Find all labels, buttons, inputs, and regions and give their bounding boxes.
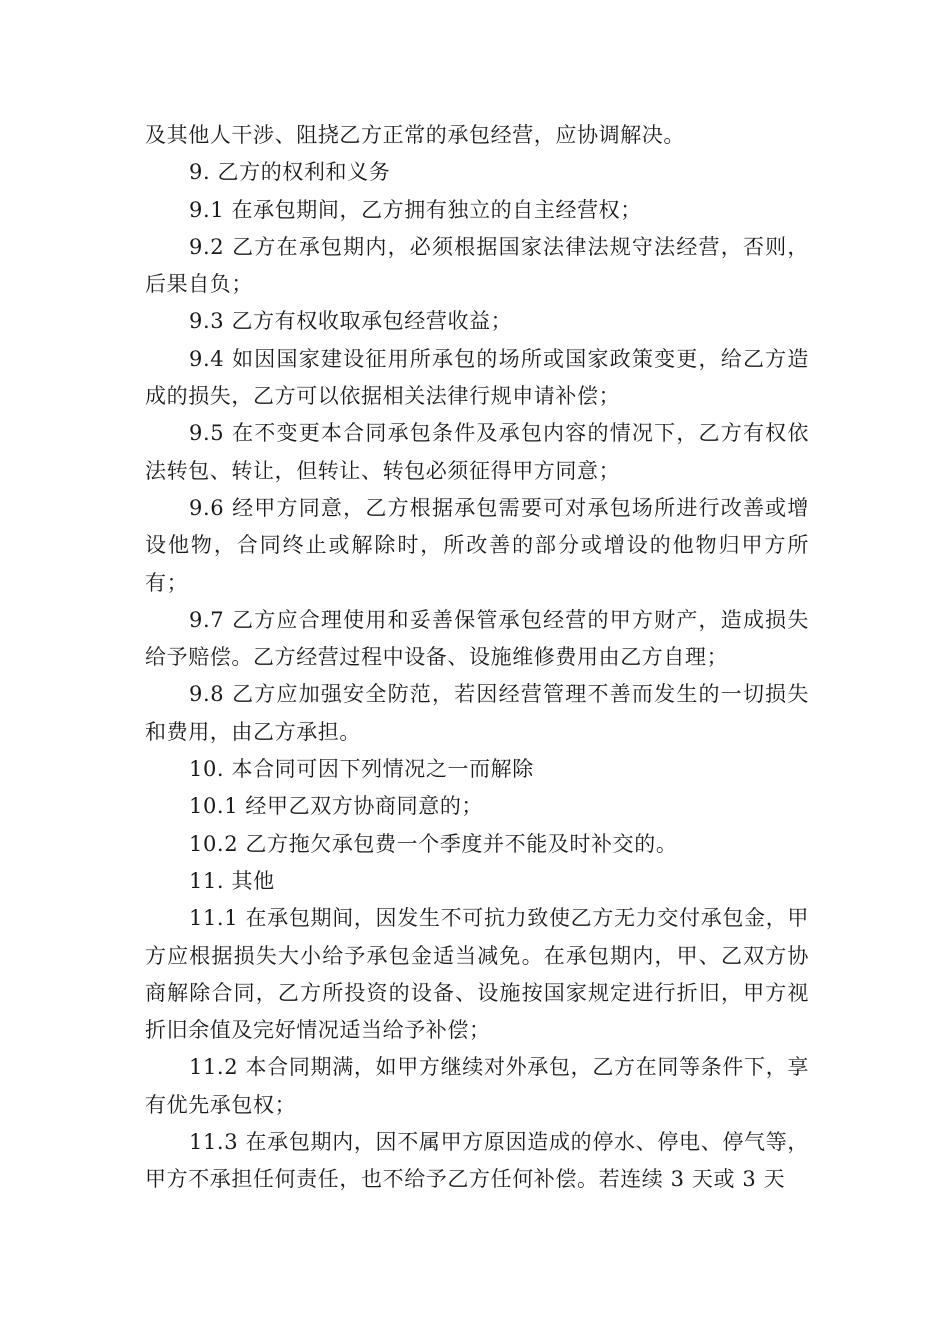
- clause-9-4: 9.4 如因国家建设征用所承包的场所或国家政策变更，给乙方造成的损失，乙方可以依据相关法律行规申请补偿；: [145, 346, 809, 409]
- clause-9-6: 9.6 经甲方同意，乙方根据承包需要可对承包场所进行改善或增设他物，合同终止或解除时，所改善的部分或增设的他物归甲方所有；: [145, 495, 809, 595]
- document-body: [145, 117, 809, 1199]
- clause-10-1: 10.1 经甲乙双方协商同意的；: [189, 794, 484, 819]
- section-heading-10: 10. 本合同可因下列情况之一而解除: [189, 757, 534, 782]
- clause-9-5: 9.5 在不变更本合同承包条件及承包内容的情况下，乙方有权依法转包、转让，但转让、转包必须征得甲方同意；: [145, 421, 809, 483]
- clause-9-3: 9.3 乙方有权收取承包经营收益；: [189, 309, 513, 334]
- clause-11-3: 11.3 在承包期内，因不属甲方原因造成的停水、停电、停气等，甲方不承担任何责任，也不给予乙方任何补偿。若连续 3 天或 3 天: [145, 1130, 809, 1192]
- clause-10-2: 10.2 乙方拖欠承包费一个季度并不能及时补交的。: [189, 831, 678, 856]
- section-heading-9: 9. 乙方的权利和义务: [189, 160, 391, 185]
- paragraph-continuation: 及其他人干涉、阻挠乙方正常的承包经营，应协调解决。: [145, 123, 685, 147]
- clause-11-1: 11.1 在承包期间，因发生不可抗力致使乙方无力交付承包金，甲方应根据损失大小给予承包金适当减免。在承包期内，甲、乙双方协商解除合同，乙方所投资的设备、设施按国家规定进行折旧，甲方视折旧余值及完好情况适当给予补偿；: [145, 906, 809, 1043]
- clause-9-8: 9.8 乙方应加强安全防范，若因经营管理不善而发生的一切损失和费用，由乙方承担。: [145, 682, 809, 744]
- clause-9-2: 9.2 乙方在承包期内，必须根据国家法律法规守法经营，否则，后果自负；: [145, 234, 809, 297]
- clause-9-1: 9.1 在承包期间，乙方拥有独立的自主经营权；: [189, 197, 642, 222]
- clause-11-2: 11.2 本合同期满，如甲方继续对外承包，乙方在同等条件下，享有优先承包权；: [145, 1055, 809, 1117]
- section-heading-11: 11. 其他: [189, 868, 275, 893]
- clause-9-7: 9.7 乙方应合理使用和妥善保管承包经营的甲方财产，造成损失给予赔偿。乙方经营过程中设备、设施维修费用由乙方自理；: [145, 607, 809, 670]
